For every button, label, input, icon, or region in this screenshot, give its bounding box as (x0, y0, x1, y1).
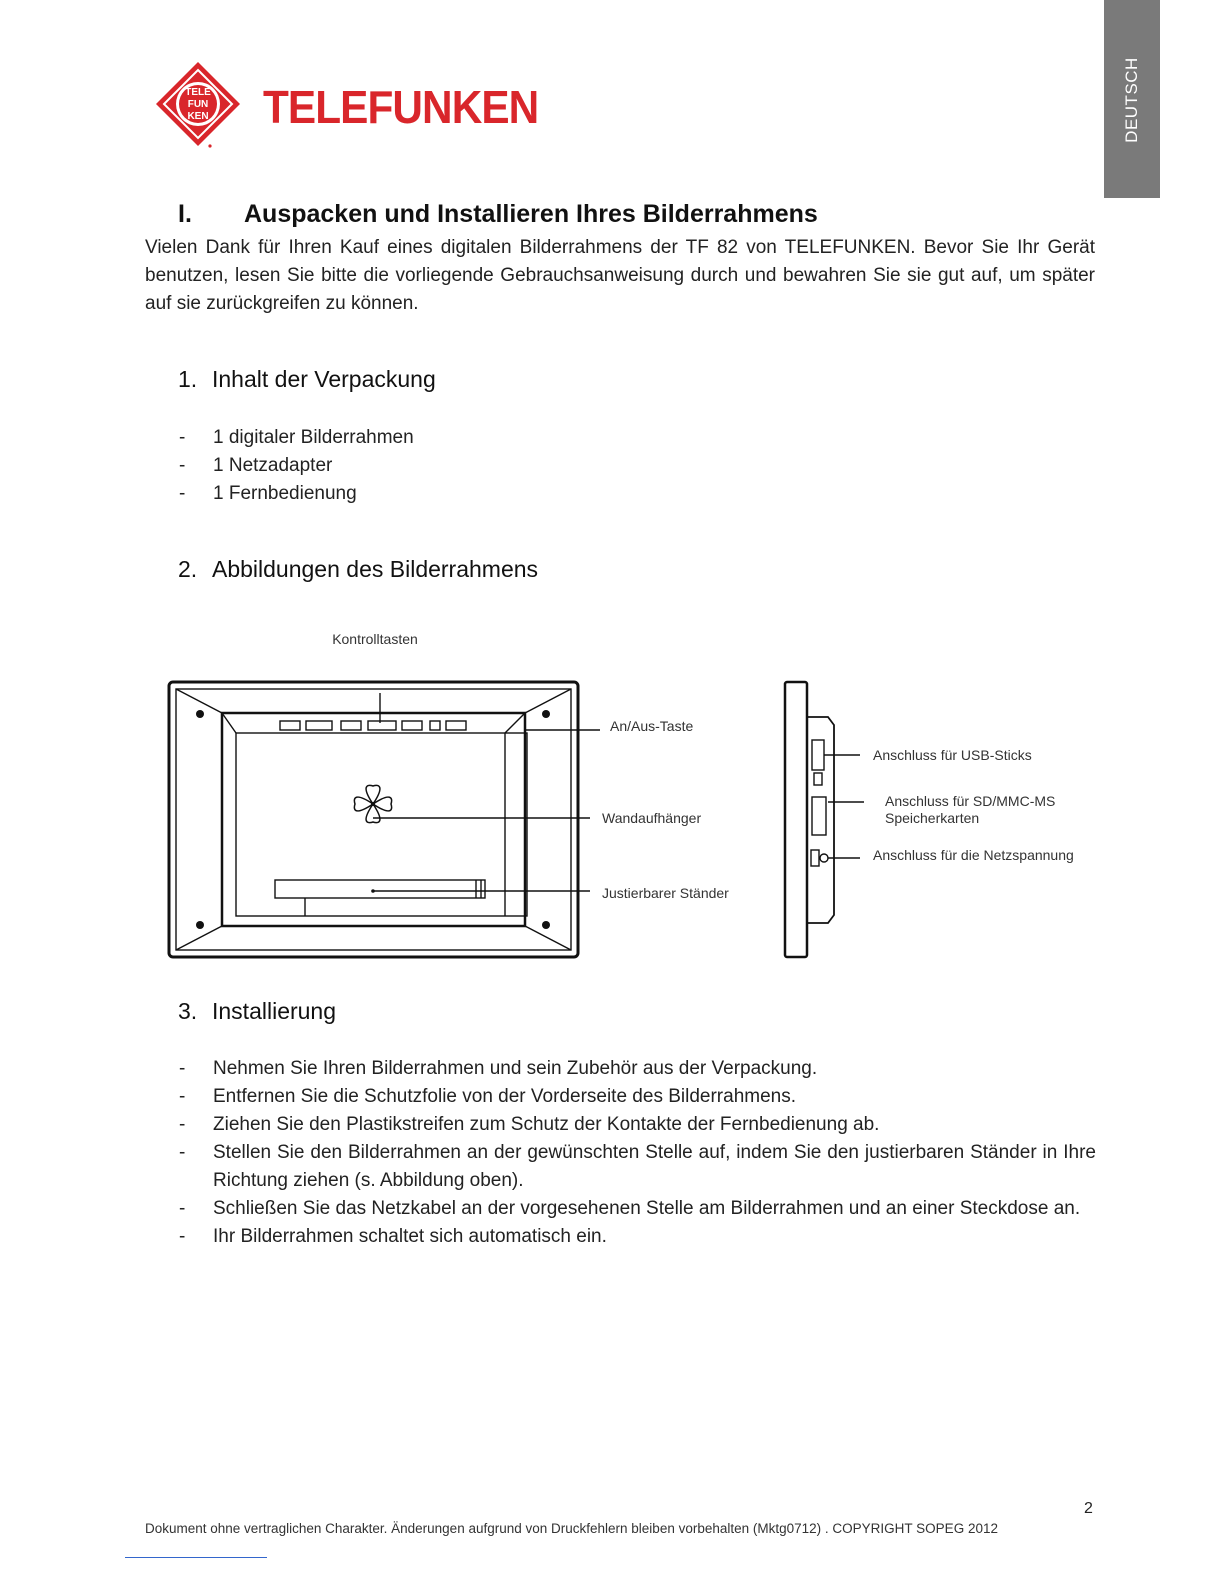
label-control-buttons: Kontrolltasten (332, 631, 418, 647)
installation-steps-list (179, 1055, 1096, 1251)
package-contents-list (179, 424, 779, 508)
control-buttons (280, 721, 466, 730)
section-1-title: Inhalt der Verpackung (212, 366, 436, 392)
language-tab (1104, 0, 1160, 198)
list-item: - 1 Fernbedienung (179, 480, 779, 508)
label-card-slot-line-1: Anschluss für SD/MMC-MS (885, 793, 1056, 809)
list-marker: - (179, 455, 186, 476)
label-adjustable-stand: Justierbarer Ständer (602, 885, 729, 901)
section-3-number: 3. (178, 998, 198, 1024)
section-2-number: 2. (178, 556, 198, 582)
list-item: - Stellen Sie den Bilderrahmen an der gewünschten Stelle auf, indem Sie den justierbaren Ständer in Ihre Richtung ziehen (s. Abbildung oben). (179, 1139, 1096, 1195)
section-2-title: Abbildungen des Bilderrahmens (212, 556, 539, 582)
list-marker: - (179, 1058, 186, 1079)
list-marker: - (179, 1226, 186, 1247)
logo-mark-line-1: TELE (185, 87, 211, 98)
label-power-button: An/Aus-Taste (610, 718, 694, 734)
label-card-slot-line-2: Speicherkarten (885, 810, 980, 826)
section-3-heading (178, 998, 336, 1025)
side-view-frame (785, 682, 807, 957)
footer-divider (125, 1557, 267, 1558)
list-marker: - (179, 1198, 186, 1219)
list-item: - Entfernen Sie die Schutzfolie von der Vorderseite des Bilderrahmens. (179, 1083, 1096, 1111)
usb-port (812, 740, 824, 770)
label-power-input: Anschluss für die Netzspannung (873, 847, 1074, 863)
list-marker: - (179, 1142, 186, 1163)
label-wall-hanger: Wandaufhänger (602, 810, 702, 826)
adjustable-stand (275, 880, 485, 898)
language-tab-label: DEUTSCH (1122, 57, 1141, 143)
logo-mark-line-2: FUN (187, 99, 209, 110)
list-item: - Ihr Bilderrahmen schaltet sich automatisch ein. (179, 1223, 1096, 1251)
intro-paragraph: Vielen Dank für Ihren Kauf eines digitalen Bilderrahmens der TF 82 von TELEFUNKEN. Bevor Sie Ihr Gerät benutzen, lesen Sie bitte die vorliegende Gebrauchsanweisung durch und bewahren Sie sie gut auf, um später auf sie zurückgreifen zu können. (145, 237, 1095, 314)
logo-wordmark: TELEFUNKEN (263, 81, 539, 133)
section-1-number: 1. (178, 366, 198, 392)
section-3-title: Installierung (212, 998, 337, 1024)
list-marker: - (179, 483, 186, 504)
footer-disclaimer: Dokument ohne vertraglichen Charakter. Änderungen aufgrund von Druckfehlern bleiben vorbehalten (Mktg0712) . COPYRIGHT SOPEG 2012 (145, 1521, 998, 1536)
main-heading-title: Auspacken und Installieren Ihres Bilderrahmens (244, 200, 818, 228)
telefunken-logo-icon (154, 60, 242, 150)
list-item: - Nehmen Sie Ihren Bilderrahmen und sein Zubehör aus der Verpackung. (179, 1055, 1096, 1083)
section-2-heading (178, 556, 538, 583)
main-heading-number: I. (178, 200, 192, 228)
picture-frame-diagram (160, 625, 1100, 970)
section-1-heading (178, 366, 436, 393)
logo-mark-line-3: KEN (187, 111, 209, 122)
main-heading (178, 200, 818, 229)
list-marker: - (179, 1086, 186, 1107)
list-item: - Ziehen Sie den Plastikstreifen zum Schutz der Kontakte der Fernbedienung ab. (179, 1111, 1096, 1139)
label-usb-port: Anschluss für USB-Sticks (873, 747, 1032, 763)
list-marker: - (179, 427, 186, 448)
list-marker: - (179, 1114, 186, 1135)
page-number: 2 (1084, 1500, 1093, 1517)
list-item: - 1 Netzadapter (179, 452, 779, 480)
card-slot (812, 797, 826, 835)
frame-back-panel (222, 713, 525, 926)
list-item: - Schließen Sie das Netzkabel an der vorgesehenen Stelle am Bilderrahmen und an einer Steckdose an. (179, 1195, 1096, 1223)
list-item: - 1 digitaler Bilderrahmen (179, 424, 779, 452)
